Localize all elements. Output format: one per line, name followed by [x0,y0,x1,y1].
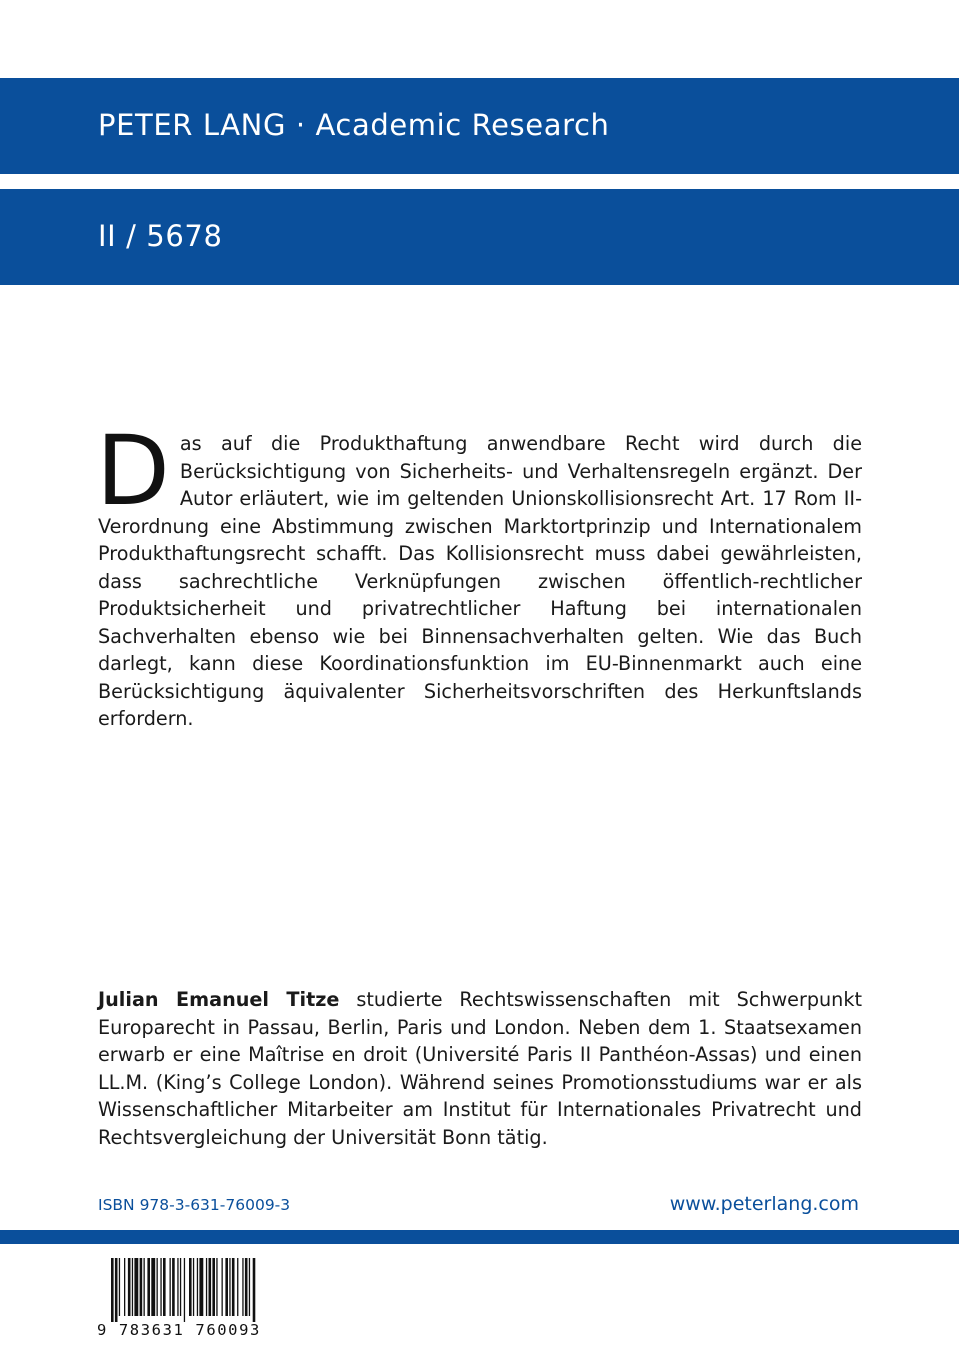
barcode-bar [206,1258,207,1316]
barcode-bar [147,1258,150,1316]
publisher-website[interactable]: www.peterlang.com [669,1193,859,1215]
barcode-bar [124,1258,125,1316]
barcode-bar [170,1258,171,1316]
barcode-bar [177,1258,178,1316]
abstract-dropcap: D [96,415,170,527]
barcode-bar [115,1258,118,1322]
barcode-bar [249,1258,250,1316]
abstract-paragraph [96,415,862,733]
barcode [97,1258,289,1346]
barcode-bar [232,1258,235,1316]
barcode-bar [132,1258,133,1316]
barcode-bar [157,1258,158,1316]
barcode-bar [172,1258,175,1316]
series-title: PETER LANG · Academic Research [98,108,610,142]
volume-number: II / 5678 [98,219,223,253]
barcode-bar [209,1258,212,1316]
barcode-bar [163,1258,166,1316]
barcode-bar [140,1258,143,1316]
barcode-bar [197,1258,198,1316]
author-bio-text: studierte Rechtswissenschaften mit Schwerpunkt Europarecht in Passau, Berlin, Paris und London. Neben dem 1. Staatsexamen erwarb er eine Maîtrise en droit (Université Paris II Panthéon-Assas) und einen LL.M. (King’s College London). Während seines Promotionsstudiums war er als Wissenschaftlicher Mitarbeiter am Institut für Internationales Privatrecht und Rechtsvergleichung der Universität Bonn tätig. [98,988,862,1149]
barcode-bar [128,1258,131,1316]
barcode-bar [134,1258,138,1316]
barcode-digits: 9 783631 760093 [97,1321,261,1339]
barcode-bar [229,1258,230,1316]
barcode-bar [222,1258,223,1316]
barcode-bar [160,1258,161,1316]
footer-rule [0,1230,959,1244]
barcode-bar [193,1258,194,1316]
barcode-bar [189,1258,192,1316]
author-bio [98,986,862,1151]
series-band [0,78,959,174]
barcode-bar [151,1258,155,1316]
barcode-bar [144,1258,145,1316]
barcode-bar [111,1258,114,1322]
barcode-bars [97,1258,289,1322]
isbn-label: ISBN 978-3-631-76009-3 [98,1196,291,1214]
barcode-bar [180,1258,181,1316]
abstract-text: as auf die Produkthaftung anwendbare Recht wird durch die Berücksichtigung von Sicherheits- und Verhaltensregeln ergänzt. Der Autor erläutert, wie im geltenden Unionskollisionsrecht Art. 17 Rom II-Verordnung eine Abstimmung zwischen Marktortprinzip und Internationalem Produkthaftungsrecht schafft. Das Kollisionsrecht muss dabei gewährleisten, dass sachrechtliche Verknüpfungen zwischen öffentlich-rechtlicher Produktsicherheit und privatrechtlicher Haftung bei internationalen Sachverhalten ebenso wie bei Binnensachverhalten gelten. Wie das Buch darlegt, kann diese Koordinationsfunktion im EU-Binnenmarkt auch eine Berücksichtigung äquivalenter Sicherheitsvorschriften des Herkunftslands erfordern. [98,432,862,730]
barcode-bar [242,1258,243,1316]
barcode-bar [245,1258,248,1316]
barcode-bar [253,1258,256,1322]
barcode-bar [212,1258,215,1316]
barcode-bar [199,1258,203,1316]
volume-band [0,189,959,285]
barcode-bar [216,1258,217,1316]
barcode-bar [225,1258,228,1316]
barcode-bar [237,1258,238,1316]
barcode-bar [119,1258,120,1316]
author-name: Julian Emanuel Titze [98,988,340,1011]
barcode-bar [184,1258,185,1322]
